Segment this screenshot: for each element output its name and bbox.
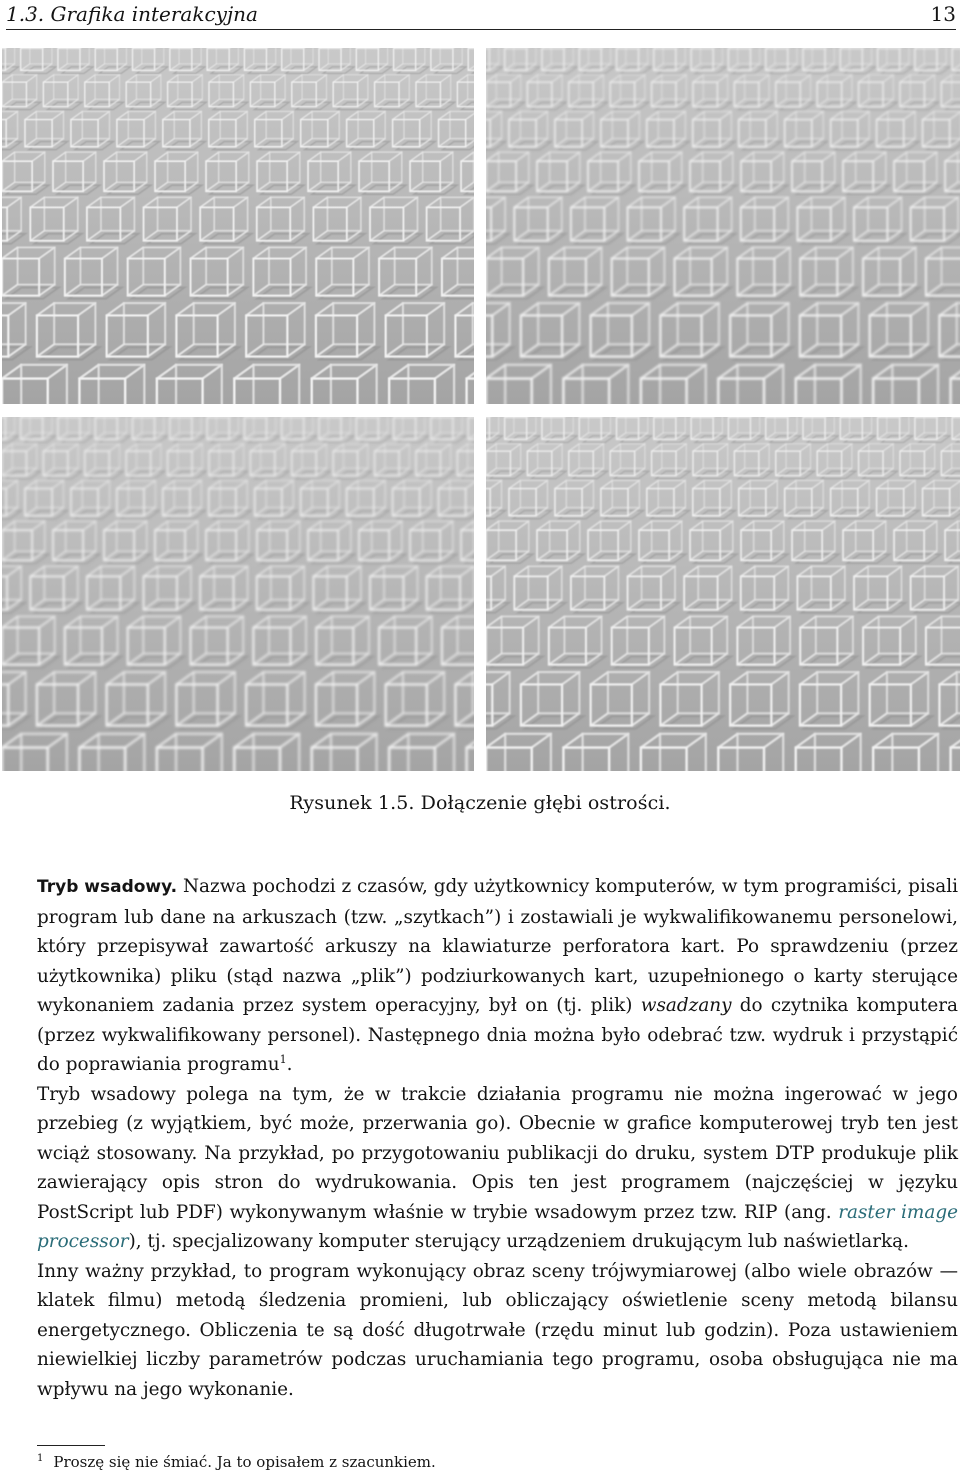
figure-panel-3: [2, 417, 474, 771]
figure-caption: Rysunek 1.5. Dołączenie głębi ostrości.: [289, 792, 671, 814]
footnote-text: Proszę się nie śmiać. Ja to opisałem z szacunkiem.: [53, 1453, 436, 1471]
paragraph-raytracing-example: [37, 1257, 958, 1405]
emphasis-term: wsadzany: [640, 995, 732, 1016]
paragraph-batch-description: [37, 1080, 958, 1257]
paragraph-batch-mode: [37, 872, 958, 1080]
paragraph-text: Nazwa pochodzi z czasów, gdy użytkownicy komputerów, w tym programiści, pisali program lub dane na arkuszach (tzw. „szytkach”) i zostawiali je wykwalifikowanemu personelowi, który przepisywał zawartość arkuszy na klawiaturze perforatora kart. Po sprawdzeniu (przez użytkownika) pliku (stąd nazwa „plik”) podziurkowanych kart, uzupełnionego o karty sterujące wykonaniem zadania przez system operacyjny, był on (tj. plik): [37, 876, 958, 1016]
figure-panel-4: [486, 417, 960, 771]
footnote-rule: [37, 1445, 105, 1446]
figure-panel-1: [2, 48, 474, 404]
paragraph-text: do czytnika komputera (przez wykwalifikowany personel). Następnego dnia można było odebrać tzw. wydruk i przystąpić do poprawiania programu: [37, 995, 958, 1075]
paragraph-text: Tryb wsadowy polega na tym, że w trakcie działania programu nie można ingerować w jego przebieg (z wyjątkiem, być może, przerwania go). Obecnie w grafice komputerowej tryb ten jest wciąż stosowany. Na przykład, po przygotowaniu publikacji do druku, system DTP produkuje plik zawierający opis stron do wydrukowania. Opis ten jest programem (najczęściej w języku PostScript lub PDF) wykonywanym właśnie w trybie wsadowym przez tzw. RIP (ang.: [37, 1083, 958, 1223]
paragraph-heading: Tryb wsadowy.: [37, 877, 178, 897]
rip-term-link[interactable]: raster image processor: [37, 1201, 958, 1252]
paragraph-text: .: [286, 1054, 293, 1075]
body-text: [37, 872, 958, 1404]
footnote-mark: 1: [37, 1453, 44, 1464]
section-title: 1.3. Grafika interakcyjna: [6, 2, 258, 26]
figure-panel-2: [486, 48, 960, 404]
footnote: [37, 1453, 436, 1471]
header-rule: [6, 29, 956, 30]
paragraph-text: Inny ważny przykład, to program wykonujący obraz sceny trójwymiarowej (albo wiele obrazów — klatek filmu) metodą śledzenia promieni, lub obliczający oświetlenie sceny metodą bilansu energetycznego. Obliczenia te są dość długotrwałe (rzędu minut lub godzin). Poza ustawieniem niewielkiej liczby parametrów podczas uruchamiania tego programu, osoba obsługująca nie ma wpływu na jego wykonanie.: [37, 1260, 958, 1400]
page-number: 13: [930, 2, 956, 26]
footnote-reference[interactable]: 1: [279, 1052, 287, 1066]
paragraph-text: ), tj. specjalizowany komputer sterujący urządzeniem drukującym lub naświetlarką.: [128, 1231, 909, 1252]
running-header: [6, 0, 956, 30]
